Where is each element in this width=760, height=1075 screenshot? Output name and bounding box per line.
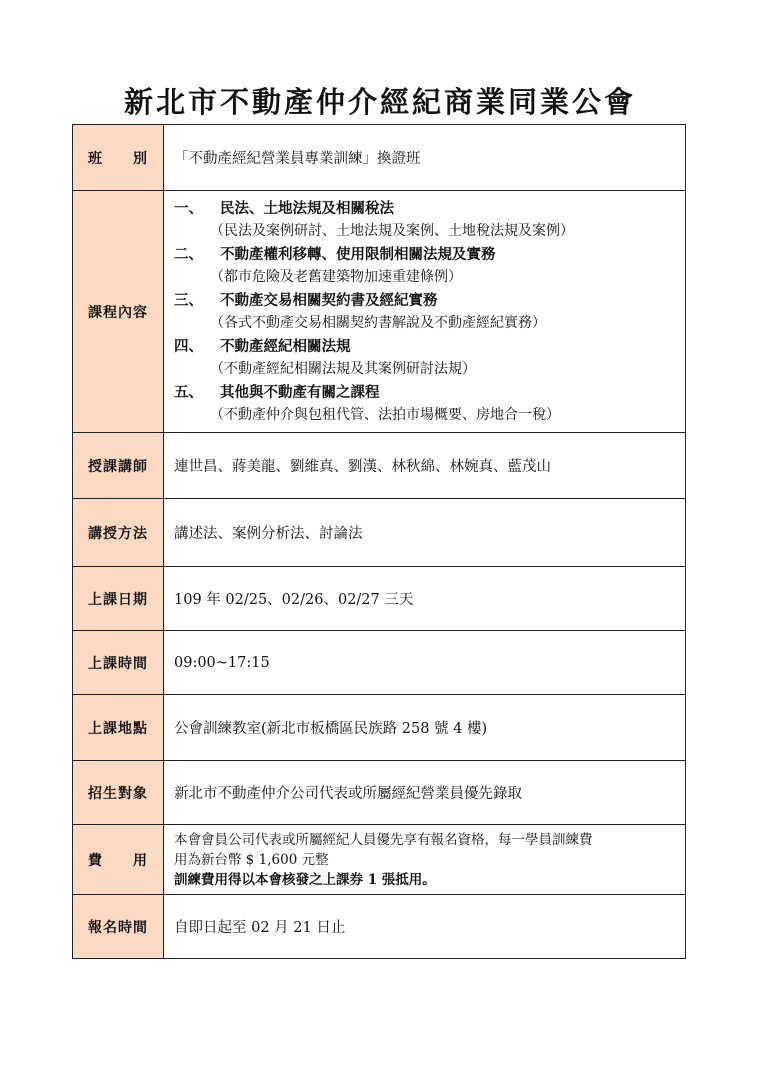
value-instructors: 連世昌、蔣美龍、劉維真、劉漢、林秋綿、林婉真、藍茂山 xyxy=(164,433,686,499)
fee-line: 本會會員公司代表或所屬經紀人員優先享有報名資格，每一學員訓練費 xyxy=(174,831,593,848)
row-course xyxy=(73,191,686,433)
label-location: 上課地點 xyxy=(73,695,164,761)
course-info-table xyxy=(72,124,686,959)
row-date xyxy=(73,567,686,631)
value-target: 新北市不動產仲介公司代表或所屬經紀營業員優先錄取 xyxy=(164,761,686,825)
label-registration: 報名時間 xyxy=(73,895,164,959)
value-class: 「不動產經紀營業員專業訓練」換證班 xyxy=(164,125,686,191)
row-location xyxy=(73,695,686,761)
label-time: 上課時間 xyxy=(73,631,164,695)
course-head: 不動產交易相關契約書及經紀實務 xyxy=(220,291,438,309)
row-fee xyxy=(73,825,686,895)
row-method xyxy=(73,499,686,567)
row-time xyxy=(73,631,686,695)
course-item xyxy=(174,335,675,381)
row-registration xyxy=(73,895,686,959)
course-num: 三、 xyxy=(174,291,203,309)
label-method: 講授方法 xyxy=(73,499,164,567)
course-item xyxy=(174,197,675,243)
value-registration: 自即日起至 02 月 21 日止 xyxy=(164,895,686,959)
course-item xyxy=(174,243,675,289)
label-target: 招生對象 xyxy=(73,761,164,825)
course-desc: （不動產仲介與包租代管、法拍市場概要、房地合一稅） xyxy=(210,406,560,423)
course-head: 民法、土地法規及相關稅法 xyxy=(220,199,394,217)
label-course: 課程內容 xyxy=(73,191,164,433)
fee-line: 用為新台幣 $ 1,600 元整 xyxy=(174,851,329,868)
value-date: 109 年 02/25、02/26、02/27 三天 xyxy=(164,567,686,631)
row-class xyxy=(73,125,686,191)
course-head: 不動產經紀相關法規 xyxy=(220,337,351,355)
value-course xyxy=(164,191,686,433)
course-num: 一、 xyxy=(174,199,203,217)
course-num: 二、 xyxy=(174,245,203,263)
course-num: 四、 xyxy=(174,337,203,355)
label-class: 班 別 xyxy=(73,125,164,191)
document-title: 新北市不動產仲介經紀商業同業公會 xyxy=(123,85,636,119)
course-item xyxy=(174,381,675,427)
row-instructors xyxy=(73,433,686,499)
fee-note: 訓練費用得以本會核發之上課券 1 張抵用。 xyxy=(174,871,436,888)
course-item xyxy=(174,289,675,335)
value-fee xyxy=(164,825,686,895)
label-fee: 費 用 xyxy=(73,825,164,895)
label-instructors: 授課講師 xyxy=(73,433,164,499)
course-head: 不動產權利移轉、使用限制相關法規及實務 xyxy=(220,245,496,263)
course-desc: （都市危險及老舊建築物加速重建條例） xyxy=(210,268,462,285)
course-head: 其他與不動產有關之課程 xyxy=(220,383,380,401)
label-date: 上課日期 xyxy=(73,567,164,631)
course-num: 五、 xyxy=(174,383,203,401)
value-location: 公會訓練教室(新北市板橋區民族路 258 號 4 樓) xyxy=(164,695,686,761)
course-desc: （各式不動產交易相關契約書解說及不動產經紀實務） xyxy=(210,314,546,331)
course-desc: （不動產經紀相關法規及其案例研討法規） xyxy=(210,360,476,377)
row-target xyxy=(73,761,686,825)
course-desc: （民法及案例研討、土地法規及案例、土地稅法規及案例） xyxy=(210,222,574,239)
value-method: 講述法、案例分析法、討論法 xyxy=(164,499,686,567)
value-time: 09:00~17:15 xyxy=(164,631,686,695)
